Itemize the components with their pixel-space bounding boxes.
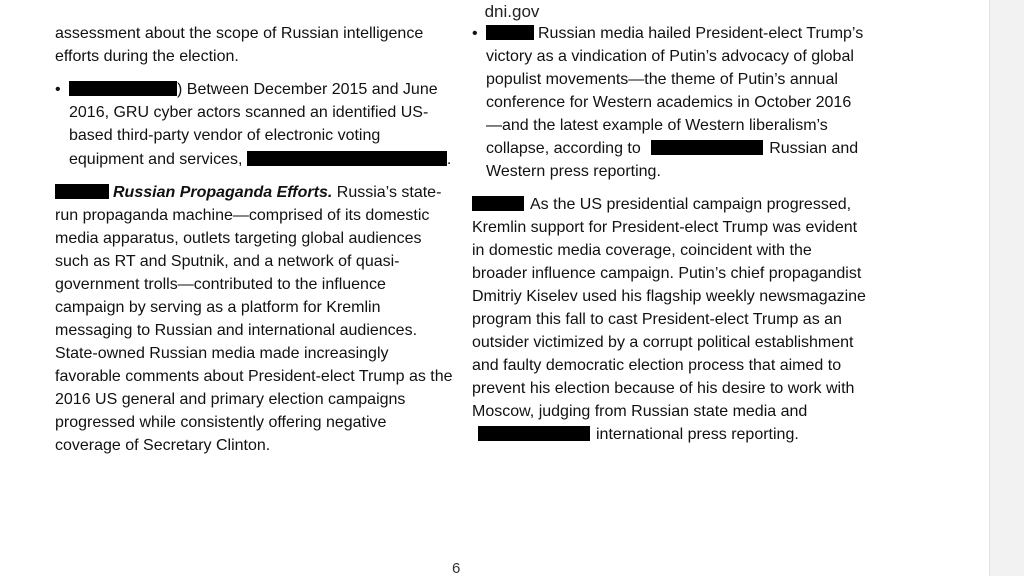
paragraph-body: As the US presidential campaign progressed, Kremlin support for President-elect Trump was evident in domestic media coverage, coincident with the broader influence campaign. Putin’s chief propagandist Dmitriy Kiselev used his flagship weekly newsmagazine program this fall to cast President-elect Trump as an outsider victimized by a corrupt political establishment and faulty democratic election process that aimed to prevent his election because of his desire to work with Moscow, judging from Russian state media and	[472, 196, 866, 420]
redaction-bar	[247, 151, 447, 166]
section-heading: Russian Propaganda Efforts.	[113, 184, 333, 201]
bullet-dot-icon: •	[472, 25, 478, 42]
paragraph-tail: international press reporting.	[596, 426, 799, 443]
bullet-end: .	[446, 151, 452, 168]
redaction-bar	[69, 81, 177, 96]
address-text: dni.gov	[484, 2, 540, 21]
bullet-text: ) Between December 2015 and June 2016, GRU cyber actors scanned an identified US-based third-party vendor of electronic voting equipment and services,	[69, 81, 438, 168]
intro-paragraph: assessment about the scope of Russian intelligence efforts during the election.	[55, 25, 424, 65]
scrollbar[interactable]	[989, 0, 1024, 576]
redaction-bar	[486, 25, 534, 40]
bullet-item-gru	[55, 78, 455, 171]
bullet-text: Russian media hailed President-elect Trump’s victory as a vindication of Putin’s advocacy of global populist movements—the theme of Putin’s annual conference for Western academics in October 2016—and the latest example of Western liberalism’s collapse, according to	[486, 25, 864, 157]
left-column	[55, 22, 455, 457]
redaction-bar	[472, 196, 524, 211]
kremlin-paragraph	[472, 193, 867, 446]
bullet-tail: Russian and Western press reporting.	[486, 140, 859, 180]
address-bar[interactable]	[0, 0, 1024, 24]
bullet-dot-icon: •	[55, 81, 61, 98]
redaction-bar	[651, 140, 763, 155]
propaganda-paragraph	[55, 181, 455, 457]
bullet-item-media	[472, 22, 867, 183]
section-body: Russia’s state-run propaganda machine—comprised of its domestic media apparatus, outlets targeting global audiences such as RT and Sputnik, and a network of quasi-government trolls—contributed to the influence campaign by serving as a platform for Kremlin messaging to Russian and international audiences. State-owned Russian media made increasingly favorable comments about President-elect Trump as the 2016 US general and primary election campaigns progressed while consistently offering negative coverage of Secretary Clinton.	[55, 184, 453, 454]
page-number: 6	[452, 560, 461, 577]
redaction-bar	[478, 426, 590, 441]
redaction-bar	[55, 184, 109, 199]
right-column	[472, 22, 867, 446]
